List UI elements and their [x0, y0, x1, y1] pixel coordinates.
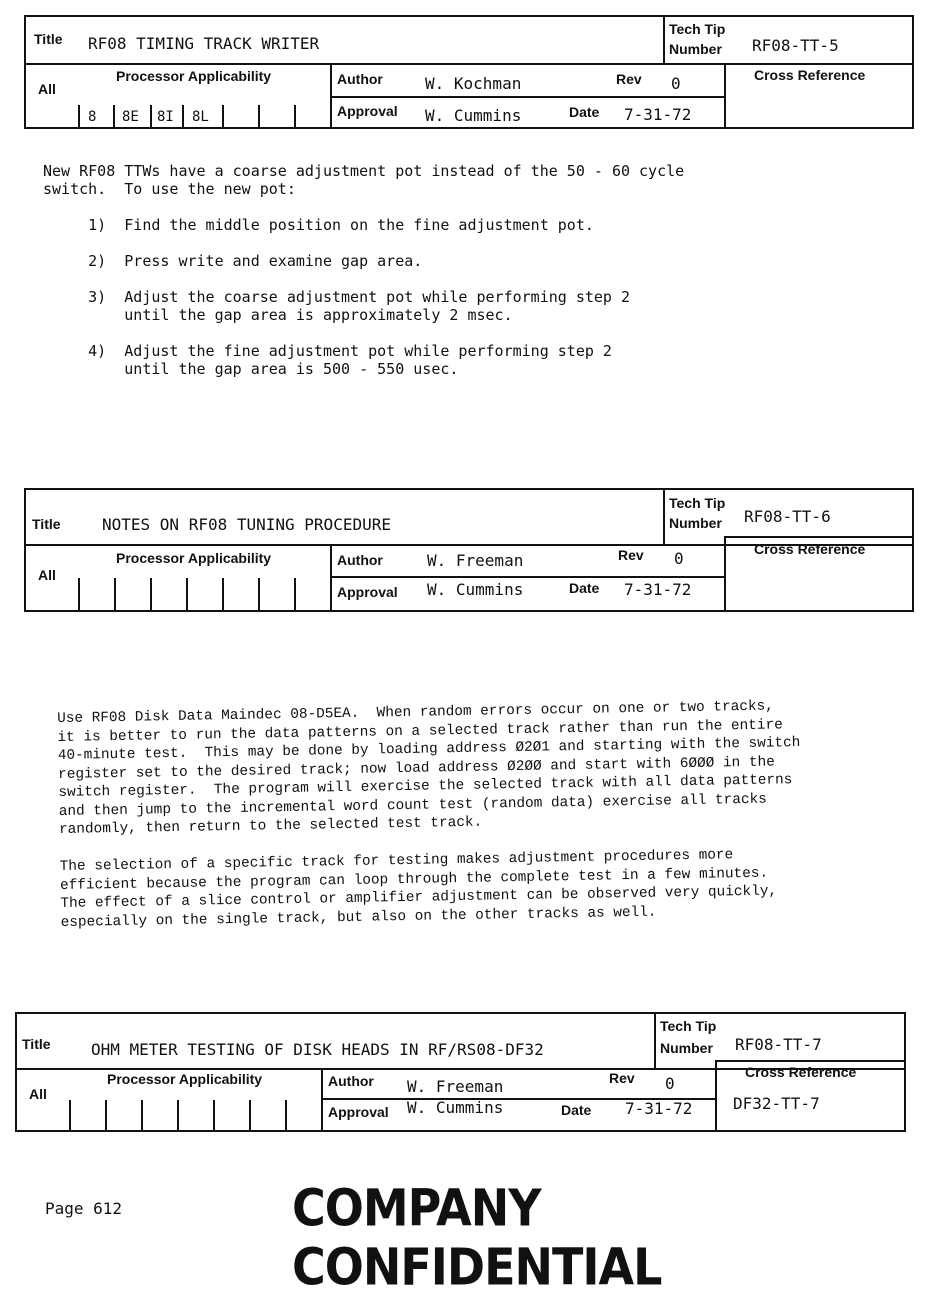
rev-value: 0 — [671, 74, 681, 93]
tech-tip-header-2 — [24, 488, 914, 612]
all-label: All — [38, 567, 56, 583]
processor-cell: 8L — [192, 109, 209, 125]
rev-label: Rev — [609, 1070, 635, 1086]
tip-title: NOTES ON RF08 TUNING PROCEDURE — [102, 515, 391, 534]
number-label: Number — [669, 515, 722, 531]
processor-applicability-label: Processor Applicability — [116, 550, 272, 566]
processor-applicability-label: Processor Applicability — [107, 1071, 263, 1087]
tip-body-2: Use RF08 Disk Data Maindec 08-D5EA. When random errors occur on one or two tracks, it is better to run the data patterns on a selected track rather than run the entire 40-minute test. This may be done by loading address Ø2Ø1 and starting with the switch register set to the desired track; now load address Ø2ØØ and start with 6ØØØ in the switch register. The program will exercise the selected track with all data patterns and then jump to the incremental word count test (random data) exercise all tracks randomly, then return to the selected test track. The selection of a specific track for testing makes adjustment procedures more efficient because the program can loop through the complete test in a few minutes. The effect of a slice control or amplifier adjustment can be observed very quickly, especially on the single track, but also on the other tracks as well. — [57, 698, 801, 931]
tech-tip-label: Tech Tip — [669, 495, 726, 511]
author-label: Author — [337, 552, 383, 568]
author-value: W. Freeman — [427, 551, 524, 570]
author-value: W. Kochman — [425, 74, 522, 93]
cross-reference-label: Cross Reference — [754, 541, 866, 557]
confidential-stamp-text: COMPANY CONFIDENTIAL — [292, 1178, 662, 1297]
cross-reference-value: DF32-TT-7 — [733, 1094, 820, 1113]
number-label: Number — [660, 1040, 713, 1056]
all-label: All — [29, 1086, 47, 1102]
confidential-stamp — [292, 1178, 712, 1297]
rev-value: 0 — [674, 549, 684, 568]
cross-reference-label: Cross Reference — [754, 67, 866, 83]
cross-reference-label: Cross Reference — [745, 1064, 857, 1080]
processor-cell: 8E — [122, 109, 139, 125]
date-label: Date — [569, 580, 600, 596]
title-label: Title — [22, 1036, 51, 1052]
processor-cell: 8I — [157, 109, 174, 125]
author-label: Author — [337, 71, 383, 87]
tip-number: RF08-TT-6 — [744, 507, 831, 526]
approval-label: Approval — [337, 103, 398, 119]
processor-cell: 8 — [88, 109, 97, 125]
date-label: Date — [561, 1102, 592, 1118]
date-label: Date — [569, 104, 600, 120]
tip-number: RF08-TT-5 — [752, 36, 839, 55]
tech-tip-label: Tech Tip — [660, 1018, 717, 1034]
author-label: Author — [328, 1073, 374, 1089]
approval-label: Approval — [337, 584, 398, 600]
tip-number: RF08-TT-7 — [735, 1035, 822, 1054]
tech-tip-header-1 — [24, 15, 914, 129]
rev-value: 0 — [665, 1074, 675, 1093]
date-value: 7-31-72 — [624, 105, 692, 124]
approval-value: W. Cummins — [407, 1098, 504, 1117]
date-value: 7-31-72 — [625, 1099, 693, 1118]
tip-body-1: New RF08 TTWs have a coarse adjustment pot instead of the 50 - 60 cycle switch. To use the new pot: 1) Find the middle position on the fine adjustment pot. 2) Press write and examine gap area. 3) Adjust the coarse adjustment pot while performing step 2 until the gap area is approximately 2 msec. 4) Adjust the fine adjustment pot while performing step 2 until the gap area is 500 - 550 usec. — [43, 162, 685, 378]
rev-label: Rev — [618, 547, 644, 563]
processor-applicability-label: Processor Applicability — [116, 68, 272, 84]
approval-value: W. Cummins — [427, 580, 524, 599]
tip-title: OHM METER TESTING OF DISK HEADS IN RF/RS08-DF32 — [91, 1040, 544, 1059]
tech-tip-label: Tech Tip — [669, 21, 726, 37]
author-value: W. Freeman — [407, 1077, 504, 1096]
number-label: Number — [669, 41, 722, 57]
title-label: Title — [32, 516, 61, 532]
title-label: Title — [34, 31, 63, 47]
page-number: Page 612 — [45, 1199, 123, 1218]
approval-value: W. Cummins — [425, 106, 522, 125]
tech-tip-header-3 — [15, 1012, 906, 1132]
approval-label: Approval — [328, 1104, 389, 1120]
tip-title: RF08 TIMING TRACK WRITER — [88, 34, 320, 53]
rev-label: Rev — [616, 71, 642, 87]
all-label: All — [38, 81, 56, 97]
date-value: 7-31-72 — [624, 580, 692, 599]
